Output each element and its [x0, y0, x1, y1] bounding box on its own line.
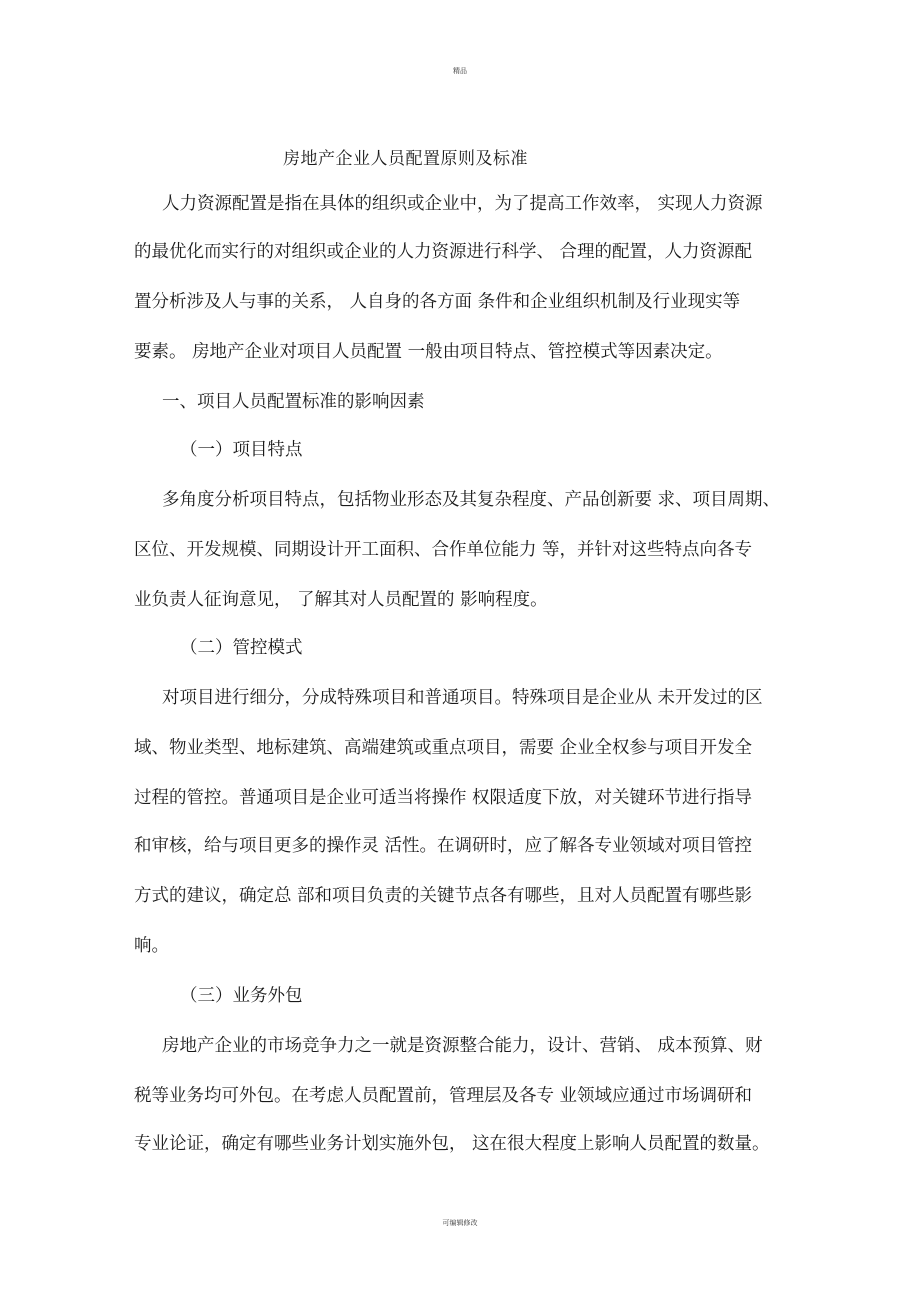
page-footer-mark: 可编辑修改 — [442, 1219, 478, 1227]
sub3-line-3: 专业论证，确定有哪些业务计划实施外包， 这在很大程度上影响人员配置的数量。 — [134, 1134, 770, 1154]
sub2-line-1: 对项目进行细分，分成特殊项目和普通项目。特殊项目是企业从 未开发过的区 — [162, 688, 763, 708]
sub1-line-1: 多角度分析项目特点，包括物业形态及其复杂程度、产品创新要 求、项目周期、 — [162, 490, 781, 510]
sub2-line-4: 和审核，给与项目更多的操作灵 活性。在调研时，应了解各专业领域对项目管控 — [134, 836, 753, 856]
sub1-line-3: 业负责人征询意见， 了解其对人员配置的 影响程度。 — [134, 590, 548, 610]
intro-line-4: 要素。 房地产企业对项目人员配置 一般由项目特点、管控模式等因素决定。 — [134, 342, 723, 362]
sub2-line-5: 方式的建议，确定总 部和项目负责的关键节点各有哪些，且对人员配置有哪些影 — [134, 886, 753, 906]
sub3-line-2: 税等业务均可外包。在考虑人员配置前，管理层及各专 业领域应通过市场调研和 — [134, 1086, 753, 1106]
intro-line-1: 人力资源配置是指在具体的组织或企业中，为了提高工作效率， 实现人力资源 — [162, 194, 763, 214]
sub2-line-2: 域、物业类型、地标建筑、高端建筑或重点项目，需要 企业全权参与项目开发全 — [134, 738, 753, 758]
sub2-line-6: 响。 — [134, 936, 169, 956]
document-title: 房地产企业人员配置原则及标准 — [283, 149, 528, 169]
intro-line-3: 置分析涉及人与事的关系， 人自身的各方面 条件和企业组织机制及行业现实等 — [134, 292, 741, 312]
sub3-line-1: 房地产企业的市场竞争力之一就是资源整合能力，设计、营销、 成本预算、财 — [162, 1036, 763, 1056]
subsection-heading-2: （二）管控模式 — [180, 638, 303, 658]
sub2-line-3: 过程的管控。普通项目是企业可适当将操作 权限适度下放，对关键环节进行指导 — [134, 788, 753, 808]
page-header-mark: 精品 — [453, 67, 467, 75]
section-heading-1: 一、项目人员配置标准的影响因素 — [162, 392, 425, 412]
sub1-line-2: 区位、开发规模、同期设计开工面积、合作单位能力 等，并针对这些特点向各专 — [134, 540, 753, 560]
subsection-heading-1: （一）项目特点 — [180, 440, 303, 460]
subsection-heading-3: （三）业务外包 — [180, 986, 303, 1006]
intro-line-2: 的最优化而实行的对组织或企业的人力资源进行科学、 合理的配置，人力资源配 — [134, 242, 753, 262]
